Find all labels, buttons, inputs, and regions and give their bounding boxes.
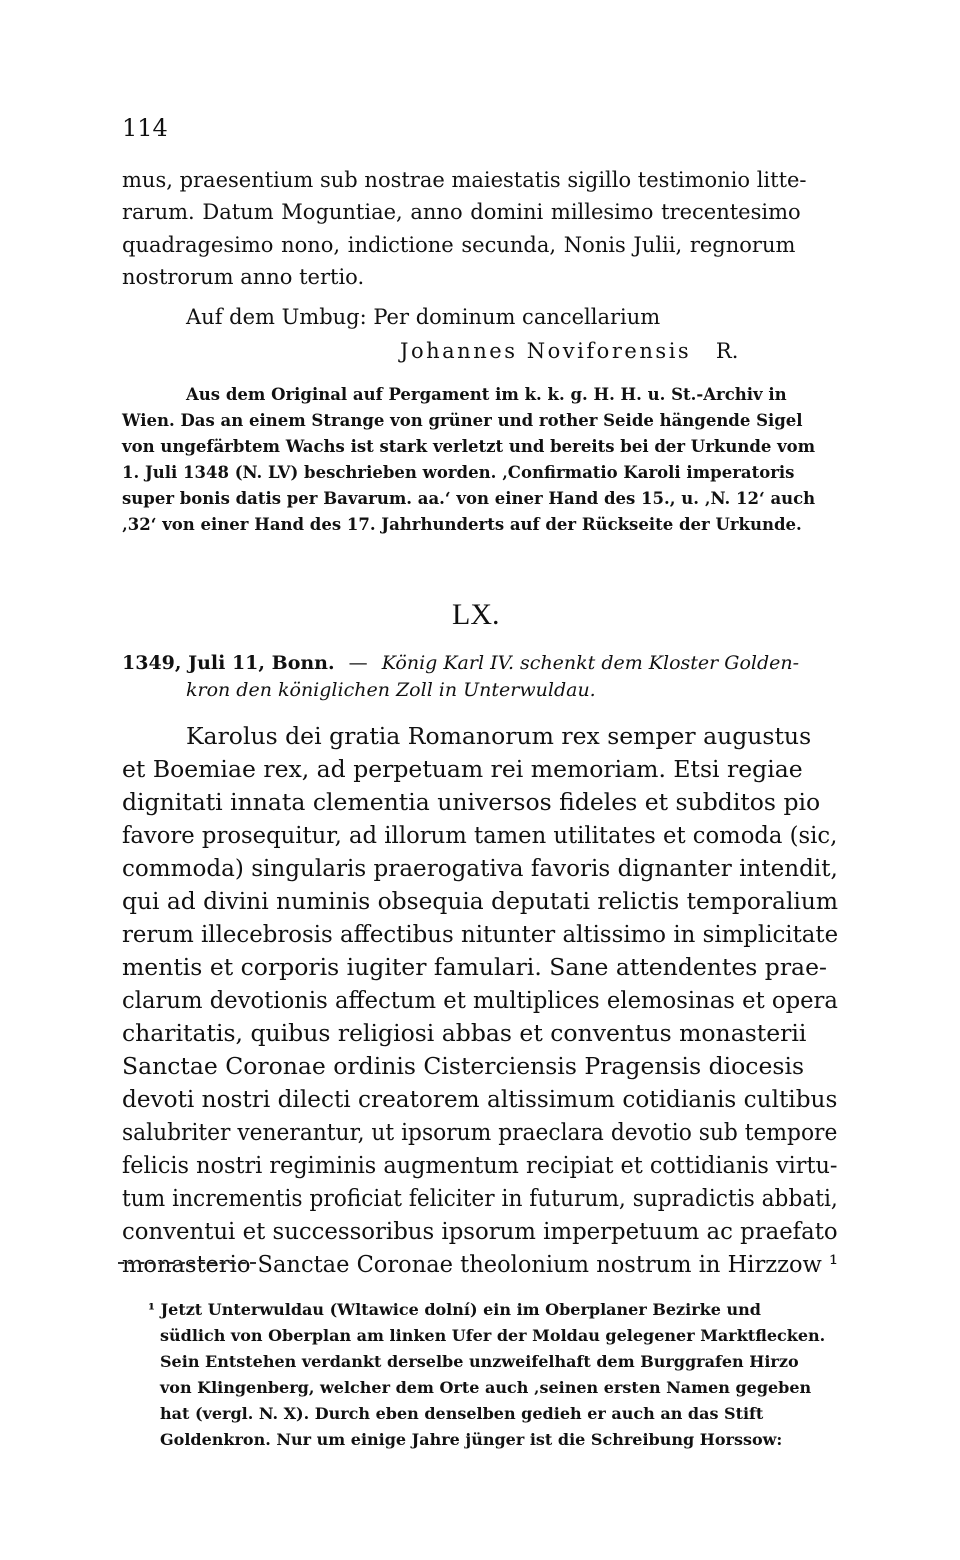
- source-note-line: Wien. Das an einem Strange von grüner und rother Seide hängende Sigel: [122, 411, 803, 430]
- body-line: commoda) singularis praerogativa favoris dignanter intendit,: [122, 854, 838, 882]
- body-line: devoti nostri dilecti creatorem altissimum cotidianis cultibus: [122, 1085, 838, 1113]
- regest-date: 1349, Juli 11, Bonn.: [122, 652, 335, 674]
- footnote-line: von Klingenberg, welcher dem Orte auch ‚seinen ersten Namen gegeben: [160, 1378, 812, 1397]
- top-text-line: quadragesimo nono, indictione secunda, Nonis Julii, regnorum: [122, 233, 796, 257]
- body-line: Karolus dei gratia Romanorum rex semper augustus: [186, 722, 812, 750]
- body-line: charitatis, quibus religiosi abbas et conventus monasterii: [122, 1019, 807, 1047]
- source-note-line: 1. Juli 1348 (N. LV) beschrieben worden. ‚Confirmatio Karoli imperatoris: [122, 463, 795, 482]
- body-line: qui ad divini numinis obsequia deputati relictis temporalium: [122, 887, 839, 915]
- top-text-line: nostrorum anno tertio.: [122, 265, 365, 289]
- body-line: mentis et corporis iugiter famulari. Sane attendentes prae-: [122, 953, 827, 981]
- umbug-signature: [400, 339, 738, 363]
- body-line: dignitati innata clementia universos fideles et subditos pio: [122, 788, 821, 816]
- regest-dash: —: [348, 652, 368, 674]
- source-note-line: ‚32‘ von einer Hand des 17. Jahrhunderts auf der Rückseite der Urkunde.: [122, 515, 802, 534]
- document-heading: LX.: [452, 598, 500, 631]
- signatory-initial: R.: [715, 339, 739, 363]
- footnote-line: Goldenkron. Nur um einige Jahre jünger ist die Schreibung Horssow:: [160, 1430, 783, 1449]
- footnote-line: südlich von Oberplan am linken Ufer der Moldau gelegener Marktflecken.: [160, 1326, 826, 1345]
- body-line: Sanctae Coronae ordinis Cisterciensis Pragensis diocesis: [122, 1052, 805, 1080]
- body-line: tum incrementis proficiat feliciter in futurum, supradictis abbati,: [122, 1184, 838, 1212]
- regest-line-2: kron den königlichen Zoll in Unterwuldau.: [186, 679, 596, 701]
- top-text-line: rarum. Datum Moguntiae, anno domini millesimo trecentesimo: [122, 200, 801, 224]
- footnote-separator: [118, 1262, 256, 1264]
- footnote-line: Sein Entstehen verdankt derselbe unzweifelhaft dem Burggrafen Hirzo: [160, 1352, 799, 1371]
- source-note-line: super bonis datis per Bavarum. aa.‘ von einer Hand des 15., u. ‚N. 12‘ auch: [122, 489, 816, 508]
- body-line: clarum devotionis affectum et multiplices elemosinas et opera: [122, 986, 838, 1014]
- source-note-line: von ungefärbtem Wachs ist stark verletzt und bereits bei der Urkunde vom: [122, 437, 816, 456]
- body-line: felicis nostri regiminis augmentum recipiat et cottidianis virtu-: [122, 1151, 838, 1179]
- body-line: salubriter venerantur, ut ipsorum praeclara devotio sub tempore: [122, 1118, 838, 1146]
- umbug-line: Auf dem Umbug: Per dominum cancellarium: [186, 305, 661, 329]
- body-line: monasterio Sanctae Coronae theolonium nostrum in Hirzzow ¹: [122, 1250, 839, 1278]
- body-line: rerum illecebrosis affectibus nitunter altissimo in simplicitate: [122, 920, 839, 948]
- page-number: 114: [122, 114, 168, 142]
- body-line: et Boemiae rex, ad perpetuam rei memoriam. Etsi regiae: [122, 755, 803, 783]
- body-line: conventui et successoribus ipsorum imperpetuum ac praefato: [122, 1217, 838, 1245]
- footnote-line: hat (vergl. N. X). Durch eben denselben gedieh er auch an das Stift: [160, 1404, 764, 1423]
- signatory-name: Johannes Noviforensis: [400, 339, 692, 363]
- footnote-line: ¹ Jetzt Unterwuldau (Wltawice dolní) ein im Oberplaner Bezirke und: [148, 1300, 761, 1319]
- source-note-line: Aus dem Original auf Pergament im k. k. g. H. H. u. St.-Archiv in: [186, 385, 787, 404]
- top-text-line: mus, praesentium sub nostrae maiestatis sigillo testimonio litte-: [122, 168, 807, 192]
- regest-text: König Karl IV. schenkt dem Kloster Golden-: [381, 652, 800, 674]
- regest-line-1: [122, 652, 799, 674]
- body-line: favore prosequitur, ad illorum tamen utilitates et comoda (sic,: [122, 821, 838, 849]
